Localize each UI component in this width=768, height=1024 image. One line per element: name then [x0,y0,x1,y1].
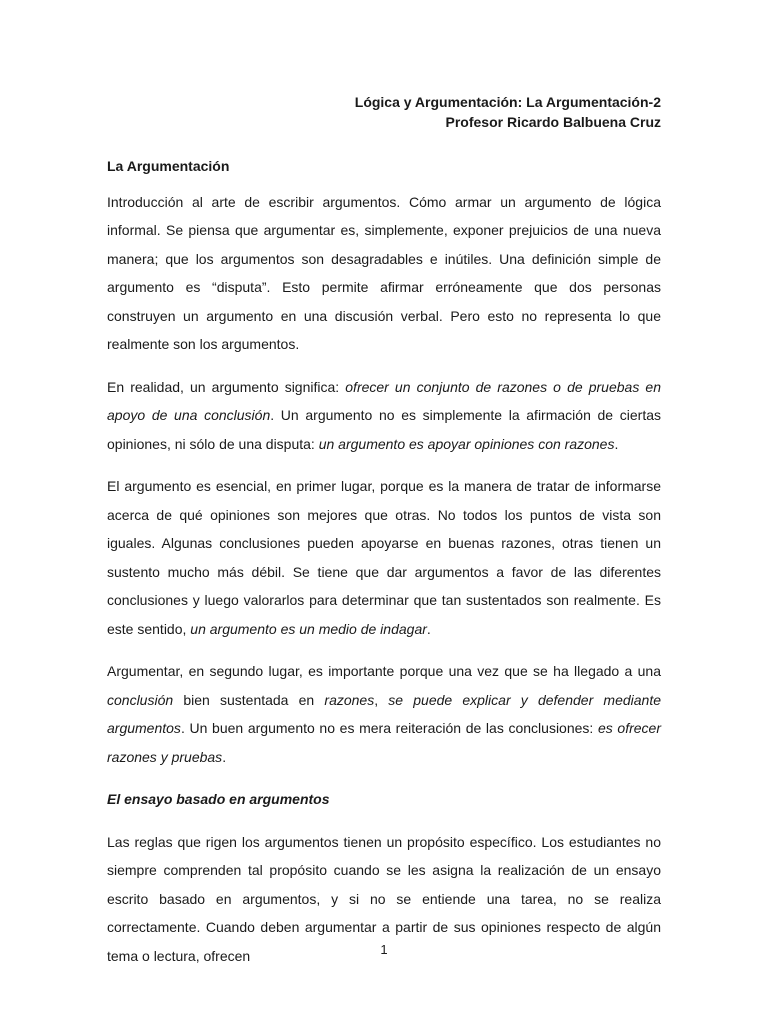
italic-span: un argumento es un medio de indagar [190,620,427,637]
paragraph-ensayo: Las reglas que rigen los argumentos tienen un propósito específico. Los estudiantes no siempre comprenden tal propósito cuando se les asigna la realización de un ensayo escrito basado en argumentos, y si no se entiende una tarea, no se realiza correctamente. Cuando deben argumentar a partir de sus opiniones respecto de algún tema o lectura, ofrecen [107,833,661,964]
paragraph-first-reason [107,472,661,643]
text-span: El argumento es esencial, en primer lugar, porque es la manera de tratar de informarse acerca de qué opiniones son mejores que otras. No todos los puntos de vista son iguales. Algunas conclusiones pueden apoyarse en buenas razones, otras tienen un sustento mucho más débil. Se tiene que dar argumentos a favor de las diferentes conclusiones y luego valorarlos para determinar que tan sustentados son realmente. Es este sentido, [107,478,661,637]
paragraph-definition [107,373,661,459]
text-span: . Un argumento no es simplemente la afirmación de ciertas opiniones, ni sólo de una disputa: [107,407,661,452]
text-span: En realidad, un argumento significa: [107,378,346,395]
header-course-title: Lógica y Argumentación: La Argumentación-2 [354,94,661,110]
italic-span: razones [324,691,375,708]
text-span: bien sustentada en [173,691,325,708]
document-body [107,152,661,984]
italic-span: un argumento es apoyar opiniones con razones [318,435,615,452]
section-title-argumentacion: La Argumentación [107,158,230,174]
header-professor: Profesor Ricardo Balbuena Cruz [445,114,661,130]
text-span: . Un buen argumento no es mera reiteración de las conclusiones: [180,720,598,736]
text-span: , [374,691,389,708]
italic-span: se puede explicar y defender mediante argumentos [107,691,661,736]
document-header [355,92,661,132]
paragraph-second-reason [107,657,661,771]
paragraph-intro: Introducción al arte de escribir argumentos. Cómo armar un argumento de lógica informal. Se piensa que argumentar es, simplemente, exponer prejuicios de una nueva manera; que los argumentos son desagradables e inútiles. Una definición simple de argumento es “disputa”. Esto permite afirmar erróneamente que dos personas construyen un argumento en una discusión verbal. Pero esto no representa lo que realmente son los argumentos. [107,193,661,352]
text-span: . [426,620,431,637]
italic-span: es ofrecer razones y pruebas [107,720,661,765]
page-number: 1 [380,942,388,957]
text-span: . [614,435,619,452]
section-title-ensayo: El ensayo basado en argumentos [107,791,330,807]
text-span: Argumentar, en segundo lugar, es importante porque una vez que se ha llegado a una [107,663,661,679]
text-span: . [222,748,227,765]
italic-span: ofrecer un conjunto de razones o de pruebas en apoyo de una conclusión [107,378,661,423]
italic-span: conclusión [107,691,174,708]
